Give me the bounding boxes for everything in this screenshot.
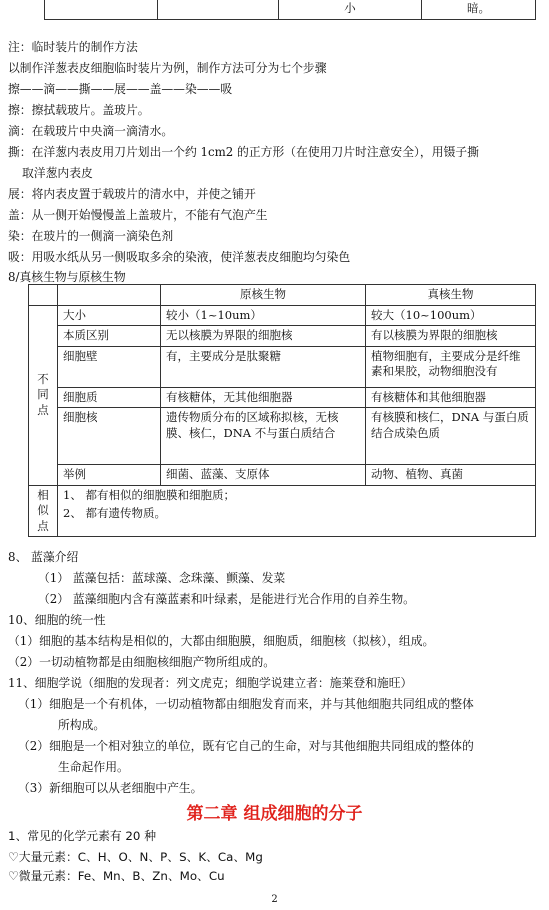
micro-elements-text: 微量元素：Fe、Mn、B、Zn、Mo、Cu (18, 869, 225, 883)
row-eukaryote: 有以核膜为界限的细胞核 (366, 326, 536, 347)
top-cell-3: 小 (279, 0, 422, 20)
row-eukaryote: 有核糖体和其他细胞器 (366, 387, 536, 408)
row-item: 细胞质 (58, 387, 161, 408)
unity-item-1: （1）细胞的基本结构是相似的，大都由细胞膜，细胞质，细胞核（拟核），组成。 (8, 634, 435, 648)
compare-heading: 8/真核生物与原核生物 (8, 270, 126, 284)
cyanobacteria-item-1: （1） 蓝藻包括：蓝球藻、念珠藻、颤藻、发菜 (38, 571, 286, 585)
top-cell-2 (158, 0, 279, 20)
temp-slide-intro: 以制作洋葱表皮细胞临时装片为例，制作方法可分为七个步骤 (8, 61, 327, 75)
row-item: 本质区别 (58, 326, 161, 347)
cell-theory-p1-a: （1）细胞是一个有机体，一切动植物都由细胞发育而来，并与其他细胞共同组成的整体 (18, 697, 474, 711)
heart-outline-icon: ♡ (8, 869, 19, 883)
row-item: 大小 (58, 305, 161, 326)
row-item: 举例 (58, 465, 161, 486)
macro-elements (8, 851, 263, 864)
top-cell-4: 暗。 (422, 0, 536, 20)
row-eukaryote: 较大（10~100um） (366, 305, 536, 326)
diff-label-char: 同 (37, 387, 49, 402)
diff-label-char: 不 (37, 371, 49, 386)
unity-item-2: （2）一切动植物都是由细胞核细胞产物所组成的。 (8, 655, 276, 669)
top-cell-1 (45, 0, 158, 20)
diff-label (29, 305, 58, 485)
top-partial-table (44, 0, 536, 20)
step-ca: 擦：擦拭载玻片。盖玻片。 (8, 103, 150, 117)
row-prokaryote: 无以核膜为界限的细胞核 (161, 326, 366, 347)
row-item: 细胞核 (58, 408, 161, 465)
cell-theory-title: 11、细胞学说（细胞的发现者：列文虎克；细胞学说建立者：施莱登和施旺） (8, 676, 413, 690)
cell-theory-p2-a: （2）细胞是一个相对独立的单位，既有它自己的生命，对与其他细胞共同组成的整体的 (18, 739, 474, 753)
cyanobacteria-title: 8、 蓝藻介绍 (8, 550, 79, 564)
step-di: 滴：在载玻片中央滴一滴清水。 (8, 124, 174, 138)
table-header-prokaryote: 原核生物 (161, 285, 366, 306)
chapter-title: 第二章 组成细胞的分子 (186, 804, 363, 824)
step-si-line1: 撕：在洋葱内表皮用刀片划出一个约 1cm2 的正方形（在使用刀片时注意安全），用镊子撕 (8, 145, 479, 159)
same-label (29, 485, 58, 537)
same-item: 1、 都有相似的细胞膜和细胞质； (63, 487, 235, 502)
diff-label-char: 点 (37, 402, 49, 417)
cell-theory-p3: （3）新细胞可以从老细胞中产生。 (18, 781, 203, 795)
elements-title: 1、常见的化学元素有 20 种 (8, 829, 156, 843)
table-header-eukaryote: 真核生物 (366, 285, 536, 306)
cyanobacteria-item-2: （2） 蓝藻细胞内含有藻蓝素和叶绿素，是能进行光合作用的自养生物。 (38, 592, 415, 606)
same-label-char: 似 (37, 503, 49, 518)
row-prokaryote: 较小（1~10um） (161, 305, 366, 326)
micro-elements (8, 870, 225, 883)
step-xi: 吸：用吸水纸从另一侧吸取多余的染液，使洋葱表皮细胞均匀染色 (8, 250, 351, 264)
step-gai: 盖：从一侧开始慢慢盖上盖玻片，不能有气泡产生 (8, 208, 268, 222)
step-zhan: 展：将内表皮置于载玻片的清水中，并使之铺开 (8, 187, 256, 201)
table-header-item (58, 285, 161, 306)
prokaryote-eukaryote-table (28, 284, 536, 537)
heart-outline-icon: ♡ (8, 850, 19, 864)
cell-theory-p2-b: 生命起作用。 (58, 760, 129, 774)
macro-elements-text: 大量元素：C、H、O、N、P、S、K、Ca、Mg (18, 850, 263, 864)
same-items (58, 485, 536, 537)
row-prokaryote: 有，主要成分是肽聚糖 (161, 346, 366, 387)
row-eukaryote: 动物、植物、真菌 (366, 465, 536, 486)
page-number: 2 (271, 894, 278, 905)
temp-slide-title: 注：临时装片的制作方法 (8, 40, 138, 54)
cell-theory-p1-b: 所构成。 (58, 718, 106, 732)
row-prokaryote: 有核糖体，无其他细胞器 (161, 387, 366, 408)
same-label-char: 相 (37, 487, 49, 502)
row-prokaryote: 遗传物质分布的区域称拟核，无核膜、核仁，DNA 不与蛋白质结合 (161, 408, 366, 465)
unity-title: 10、细胞的统一性 (8, 613, 106, 627)
row-eukaryote: 有核膜和核仁，DNA 与蛋白质结合成染色质 (366, 408, 536, 465)
row-item: 细胞壁 (58, 346, 161, 387)
temp-slide-steps: 擦——滴——撕——展——盖——染——吸 (8, 82, 233, 96)
row-eukaryote: 植物细胞有，主要成分是纤维素和果胶，动物细胞没有 (366, 346, 536, 387)
same-item: 2、 都有遗传物质。 (63, 506, 166, 521)
same-label-char: 点 (37, 518, 49, 533)
step-ran: 染：在玻片的一侧滴一滴染色剂 (8, 229, 174, 243)
table-corner (29, 285, 58, 306)
row-prokaryote: 细菌、蓝藻、支原体 (161, 465, 366, 486)
step-si-line2: 取洋葱内表皮 (22, 166, 93, 180)
